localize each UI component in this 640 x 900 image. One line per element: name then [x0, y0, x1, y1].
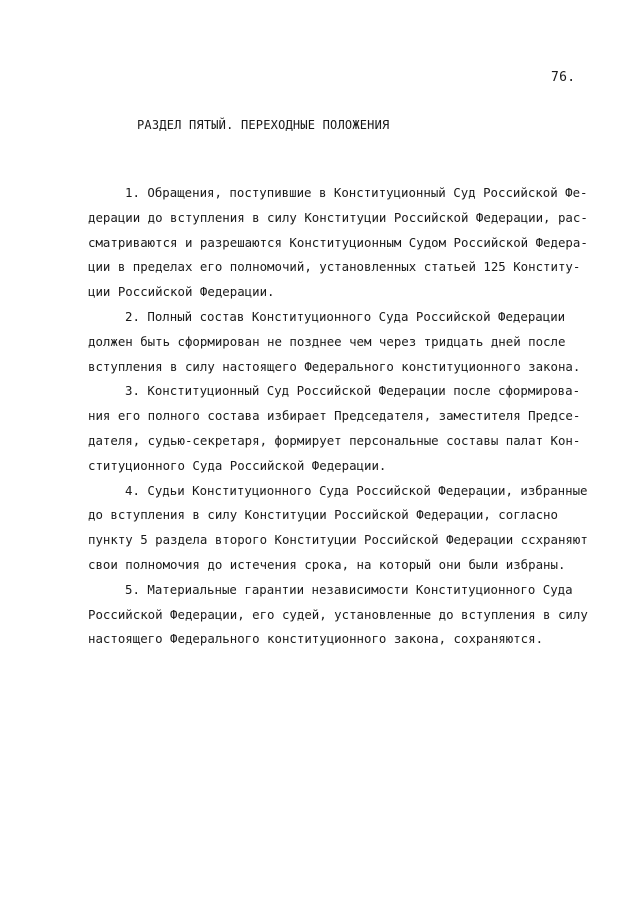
paragraph-3: [88, 379, 600, 478]
text-line: 4. Судьи Конституционного Суда Российской Федерации, избранные: [125, 482, 588, 498]
section-title: РАЗДЕЛ ПЯТЫЙ. ПЕРЕХОДНЫЕ ПОЛОЖЕНИЯ: [137, 118, 390, 132]
paragraph-1: [88, 181, 600, 305]
text-line: ции Российской Федерации.: [88, 284, 275, 300]
text-line: ции в пределах его полномочий, установленных статьей 125 Конститу-: [88, 259, 581, 275]
text-line: должен быть сформирован не позднее чем через тридцать дней после: [88, 333, 566, 349]
text-line: 2. Полный состав Конституционного Суда Российской Федерации: [125, 308, 566, 324]
document-body: [88, 181, 600, 652]
text-line: вступления в силу настоящего Федерального конституционного закона.: [88, 358, 581, 374]
text-line: настоящего Федерального конституционного закона, сохраняются.: [88, 631, 544, 647]
paragraph-2: [88, 305, 600, 379]
text-line: 5. Материальные гарантии независимости Конституционного Суда: [125, 581, 573, 597]
paragraph-5: [88, 578, 600, 652]
paragraph-4: [88, 479, 600, 578]
text-line: сматриваются и разрешаются Конституционным Судом Российской Федера-: [88, 234, 588, 250]
page-number: 76.: [551, 70, 576, 85]
text-line: пункту 5 раздела второго Конституции Российской Федерации ссхраняют: [88, 532, 588, 548]
text-line: 1. Обращения, поступившие в Конституционный Суд Российской Фе-: [125, 185, 588, 200]
text-line: ституционного Суда Российской Федерации.: [88, 457, 387, 473]
text-line: Российской Федерации, его судей, установленные до вступления в силу: [88, 606, 588, 622]
text-line: до вступления в силу Конституции Российской Федерации, согласно: [88, 507, 558, 523]
text-line: ния его полного состава избирает Председателя, заместителя Предсе-: [88, 408, 581, 424]
text-line: дерации до вступления в силу Конституции Российской Федерации, рас-: [88, 209, 588, 225]
text-line: 3. Конституционный Суд Российской Федерации после сформирова-: [125, 383, 581, 399]
text-line: свои полномочия до истечения срока, на который они были избраны.: [88, 556, 566, 572]
text-line: дателя, судью-секретаря, формирует персональные составы палат Кон-: [88, 432, 581, 448]
